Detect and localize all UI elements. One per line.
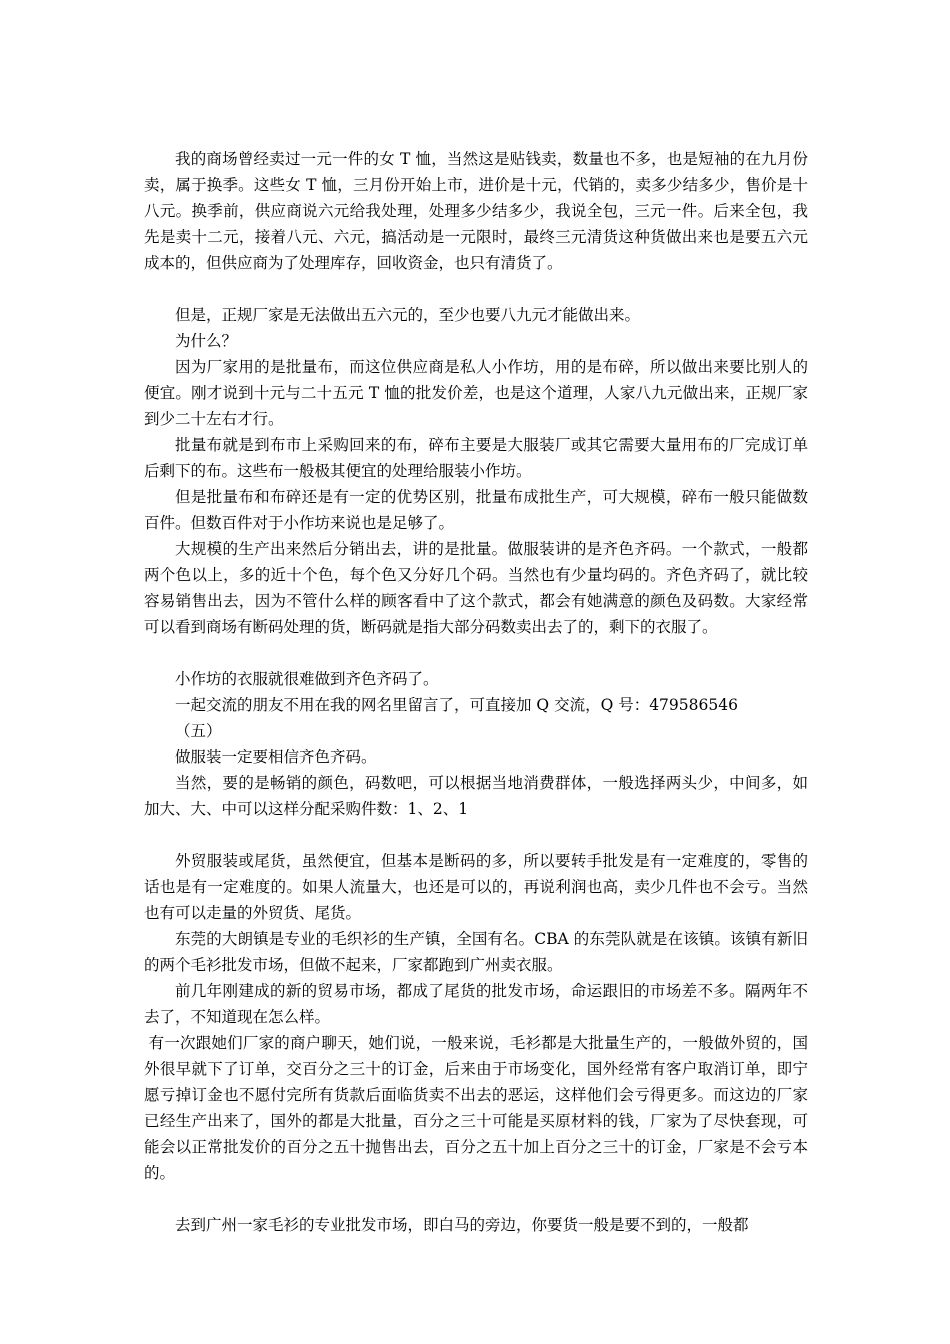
paragraph-why: 为什么？ [175,332,238,350]
blank-line [144,1186,808,1212]
blank-line [144,276,808,302]
paragraph-size-allocation: 当然，要的是畅销的颜色，码数吧，可以根据当地消费群体，一般选择两头少，中间多，如加大、大、中可以这样分配采购件数：1、2、1 [144,774,808,818]
section-heading-five: （五） [175,722,222,740]
paragraph-fabric-advantage: 但是批量布和布碎还是有一定的优势区别，批量布成批生产，可大规模，碎布一般只能做数百件。但数百件对于小作坊来说也是足够了。 [144,488,808,532]
document-body [144,146,808,1238]
blank-line [144,822,808,848]
paragraph-full-sizes: 大规模的生产出来然后分销出去，讲的是批量。做服装讲的是齐色齐码。一个款式，一般都两个色以上，多的近十个色，每个色又分好几个码。当然也有少量均码的。齐色齐码了，就比较容易销售出去，因为不管什么样的顾客看中了这个款式，都会有她满意的颜色及码数。大家经常可以看到商场有断码处理的货，断码就是指大部分码数卖出去了的，剩下的衣服了。 [144,540,808,636]
paragraph-new-market: 前几年刚建成的新的贸易市场，都成了尾货的批发市场，命运跟旧的市场差不多。隔两年不去了，不知道现在怎么样。 [144,982,808,1026]
paragraph-batch-fabric: 因为厂家用的是批量布，而这位供应商是私人小作坊，用的是布碎，所以做出来要比别人的便宜。刚才说到十元与二十五元 T 恤的批发价差，也是这个道理，人家八九元做出来，正规厂家到少二十左右才行。 [144,358,808,428]
paragraph-guangzhou-market: 去到广州一家毛衫的专业批发市场，即白马的旁边，你要货一般是要不到的，一般都 [175,1216,749,1234]
paragraph-small-workshop: 小作坊的衣服就很难做到齐色齐码了。 [175,670,439,688]
blank-line [144,640,808,666]
paragraph-fabric-definition: 批量布就是到布市上采购回来的布，碎布主要是大服装厂或其它需要大量用布的厂完成订单后剩下的布。这些布一般极其便宜的处理给服装小作坊。 [144,436,808,480]
paragraph-export-goods: 外贸服装或尾货，虽然便宜，但基本是断码的多，所以要转手批发是有一定难度的，零售的话也是有一定难度的。如果人流量大，也还是可以的，再说利润也高，卖少几件也不会亏。当然也有可以走量的外贸货、尾货。 [144,852,808,922]
paragraph-trust-sizes: 做服装一定要相信齐色齐码。 [175,748,377,766]
paragraph-contact-qq: 一起交流的朋友不用在我的网名里留言了，可直接加 Q 交流，Q 号：479586546 [175,696,738,714]
paragraph-merchant-chat: 有一次跟她们厂家的商户聊天，她们说，一般来说，毛衫都是大批量生产的，一般做外贸的，国外很早就下了订单，交百分之三十的订金，后来由于市场变化，国外经常有客户取消订单，即宁愿亏掉订金也不愿付完所有货款后面临货卖不出去的恶运，这样他们会亏得更多。而这边的厂家已经生产出来了，国外的都是大批量，百分之三十可能是买原材料的钱，厂家为了尽快套现，可能会以正常批发价的百分之五十抛售出去，百分之五十加上百分之三十的订金，厂家是不会亏本的。 [144,1034,808,1182]
paragraph-dalang-town: 东莞的大朗镇是专业的毛织衫的生产镇，全国有名。CBA 的东莞队就是在该镇。该镇有新旧的两个毛衫批发市场，但做不起来，厂家都跑到广州卖衣服。 [144,930,808,974]
paragraph-t-shirt-sale: 我的商场曾经卖过一元一件的女 T 恤，当然这是贴钱卖，数量也不多，也是短袖的在九月份卖，属于换季。这些女 T 恤，三月份开始上市，进价是十元，代销的，卖多少结多少，售价是十八元。换季前，供应商说六元给我处理，处理多少结多少，我说全包，三元一件。后来全包，我先是卖十二元，接着八元、六元，搞活动是一元限时，最终三元清货这种货做出来也是要五六元成本的，但供应商为了处理库存，回收资金，也只有清货了。 [144,150,808,272]
paragraph-factory-cost: 但是，正规厂家是无法做出五六元的，至少也要八九元才能做出来。 [175,306,641,324]
